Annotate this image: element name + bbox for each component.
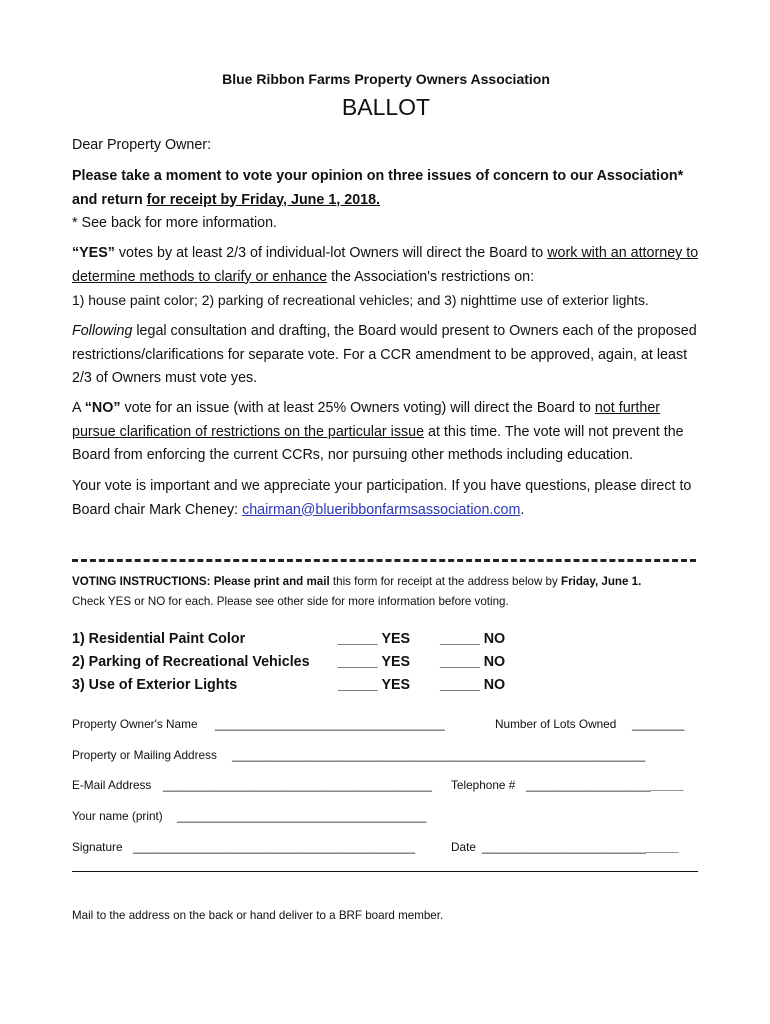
vote-no-blank[interactable]: _____ NO bbox=[440, 631, 506, 647]
intro-bold: Please take a moment to vote your opinion on three issues of concern to our Association* and return bbox=[72, 168, 684, 208]
no-underline: not further pursue clarification of restrictions on the particular issue bbox=[72, 400, 661, 440]
telephone-line: ___________________ bbox=[526, 778, 651, 792]
no-text-1: vote for an issue (with at least 25% Owners voting) will direct the Board to bbox=[120, 400, 595, 416]
vote-yes-blank[interactable]: _____ YES bbox=[338, 677, 411, 693]
page-title: BALLOT bbox=[341, 94, 431, 120]
vote-no-blank[interactable]: _____ NO bbox=[440, 654, 506, 670]
following-italic: Following bbox=[72, 323, 133, 339]
closing-text: Your vote is important and we appreciate your participation. If you have questions, please direct to Board chair Mark Cheney: bbox=[72, 478, 692, 518]
voting-instructions bbox=[72, 572, 700, 612]
greeting: Dear Property Owner: bbox=[72, 137, 212, 153]
org-name: Blue Ribbon Farms Property Owners Association bbox=[222, 71, 550, 87]
intro-paragraph bbox=[72, 165, 700, 236]
your-name-field[interactable]: ______________________________________ bbox=[177, 809, 427, 823]
yes-underline: work with an attorney to determine methods to clarify or enhance bbox=[72, 245, 699, 285]
form-bottom-rule bbox=[72, 871, 698, 872]
instructions-text: this form for receipt at the address below by bbox=[329, 575, 562, 588]
address-label: Property or Mailing Address bbox=[72, 748, 217, 762]
yes-list: 1) house paint color; 2) parking of recreational vehicles; and 3) nighttime use of exterior lights. bbox=[72, 292, 649, 308]
closing-paragraph bbox=[72, 475, 700, 522]
yes-text-2: the Association's restrictions on: bbox=[327, 268, 535, 285]
your-name-label: Your name (print) bbox=[72, 809, 163, 823]
lots-owned-field[interactable]: ________ bbox=[632, 717, 685, 731]
yes-text-1: votes by at least 2/3 of individual-lot Owners will direct the Board to bbox=[114, 245, 548, 261]
instructions-deadline: Friday, June 1. bbox=[561, 575, 642, 588]
intro-deadline: for receipt by Friday, June 1, 2018. bbox=[146, 191, 381, 208]
telephone-line-end: _____ bbox=[650, 778, 684, 792]
email-field[interactable]: _________________________________________ bbox=[163, 778, 432, 792]
no-word: “NO” bbox=[84, 400, 121, 416]
owner-name-field[interactable]: ___________________________________ bbox=[215, 717, 445, 731]
owner-name-label: Property Owner's Name bbox=[72, 717, 198, 731]
vote-label: 1) Residential Paint Color bbox=[72, 631, 246, 647]
signature-field[interactable]: ___________________________________________ bbox=[133, 840, 416, 854]
lots-owned-label: Number of Lots Owned bbox=[495, 717, 617, 731]
vote-row bbox=[72, 654, 700, 678]
following-paragraph bbox=[72, 320, 700, 391]
date-line: _________________________ bbox=[482, 840, 647, 854]
mail-instructions: Mail to the address on the back or hand deliver to a BRF board member. bbox=[72, 909, 444, 922]
yes-paragraph bbox=[72, 242, 700, 314]
intro-note: * See back for more information. bbox=[72, 215, 278, 231]
instructions-line-2: Check YES or NO for each. Please see other side for more information before voting. bbox=[72, 595, 509, 608]
vote-yes-blank[interactable]: _____ YES bbox=[338, 631, 411, 647]
vote-row bbox=[72, 677, 700, 701]
address-field[interactable]: _______________________________________________________________ bbox=[232, 748, 646, 762]
instructions-bold: VOTING INSTRUCTIONS: Please print and mail bbox=[72, 575, 330, 588]
no-paragraph bbox=[72, 397, 700, 468]
telephone-field[interactable] bbox=[526, 778, 683, 792]
yes-word: “YES” bbox=[72, 245, 115, 261]
vote-no-blank[interactable]: _____ NO bbox=[440, 677, 506, 693]
no-a: A bbox=[72, 400, 85, 416]
vote-label: 3) Use of Exterior Lights bbox=[72, 677, 238, 693]
no-text-2: at this time. The vote will not prevent the Board from enforcing the current CCRs, nor pursuing other methods including education. bbox=[72, 423, 684, 463]
email-label: E-Mail Address bbox=[72, 778, 152, 792]
following-text: legal consultation and drafting, the Board would present to Owners each of the proposed restrictions/clarifications for separate vote. For a CCR amendment to be approved, again, at least 2/3 of Owners must vote yes. bbox=[72, 323, 697, 386]
telephone-label: Telephone # bbox=[451, 778, 516, 792]
cut-line-divider bbox=[72, 559, 696, 562]
chair-email-link[interactable]: chairman@blueribbonfarmsassociation.com bbox=[242, 501, 521, 518]
date-field[interactable] bbox=[482, 840, 679, 854]
vote-yes-blank[interactable]: _____ YES bbox=[338, 654, 411, 670]
vote-row bbox=[72, 631, 700, 655]
closing-period: . bbox=[520, 501, 525, 518]
signature-label: Signature bbox=[72, 840, 123, 854]
date-line-end: _____ bbox=[646, 840, 679, 854]
date-label: Date bbox=[451, 840, 476, 854]
vote-label: 2) Parking of Recreational Vehicles bbox=[72, 654, 310, 670]
